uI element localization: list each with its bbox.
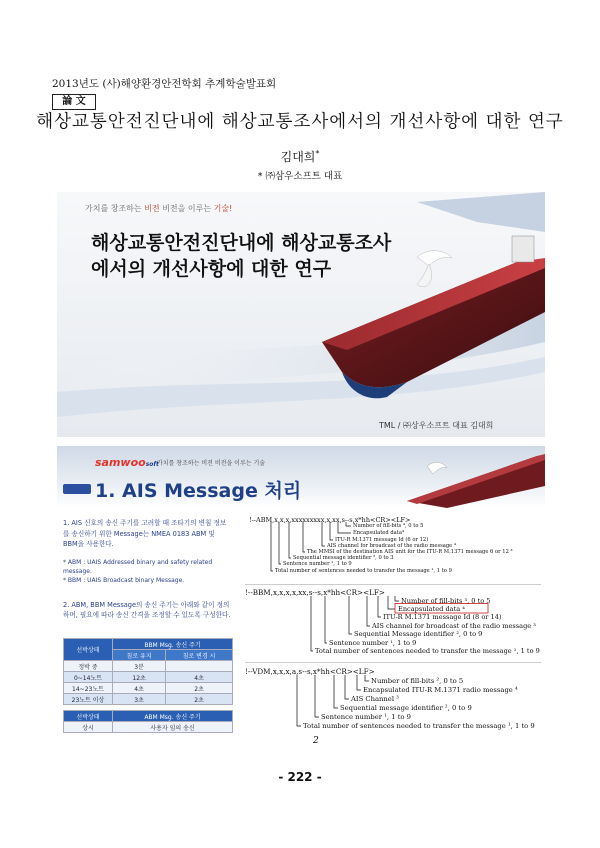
abm-field: Sentence number ¹, 1 to 9 (283, 561, 352, 567)
abm-field: Encapsulated data⁴ (353, 530, 404, 536)
slide-heading: 1. AIS Message 처리 (95, 480, 302, 502)
author-name: 김대희 (280, 150, 316, 164)
heading-bar-icon (63, 484, 91, 494)
bbm-sentence-block (245, 587, 541, 663)
bbm-field: Total number of sentences needed to transfer the message ¹, 1 to 9 (315, 647, 540, 655)
vdm-field: Total number of sentences needed to transfer the message ¹, 1 to 9 (303, 722, 535, 730)
abm-field: AIS channel for broadcast of the radio message ⁴ (327, 543, 456, 549)
bbm-field: Number of fill-bits ³, 0 to 5 (401, 597, 491, 605)
bbm-field: Sentence number ¹, 1 to 9 (329, 639, 417, 647)
table-row: 정박 중 3분 (64, 661, 233, 672)
table-row: 23노트 이상 3초 2초 (64, 694, 233, 705)
affiliation: * ㈜삼우소프트 대표 (257, 171, 343, 182)
ship-illustration (57, 192, 545, 437)
author-mark: * (315, 149, 320, 158)
table-row: 0~14노트 12초 4초 (64, 672, 233, 683)
header-ship-graphic (387, 446, 545, 508)
samwoo-logo: samwoosoft (95, 456, 159, 469)
paragraph-2: 2. ABM, BBM Message의 송신 주기는 아래와 같이 정의하며, 필요에 따라 송신 간격을 조정할 수 있도록 구성한다. (63, 601, 231, 619)
author (0, 148, 600, 165)
ais-message-slide (57, 446, 545, 742)
table-row: 상시 사용자 임의 송신 (64, 722, 233, 733)
bbm-field: Encapsulated data ⁴ (398, 605, 465, 613)
paper-title: 해상교통안전진단내에 해상교통조사에서의 개선사항에 대한 연구 (36, 112, 564, 132)
slide-title: 해상교통안전진단내에 해상교통조사 에서의 개선사항에 대한 연구 (91, 232, 392, 280)
abm-field: ITU-R M.1371 message Id (6 or 12) (335, 537, 429, 543)
abm-field: The MMSI of the destination AIS unit for the ITU-R M.1371 message 6 or 12 ³ (307, 549, 513, 555)
vdm-sentence-block (245, 666, 541, 738)
paragraph-1: 1. AIS 신호의 송신 주기를 고려할 때 조타기의 변침 정보를 송신하기 위한 Message는 NMEA 0183 ABM 및 BBM을 사용한다. (63, 519, 227, 548)
page-number: - 222 - (278, 770, 322, 784)
abm-field: Total number of sentences needed to transfer the message ¹, 1 to 9 (275, 568, 452, 574)
slide-slogan: 가치를 창조하는 비전 비전을 이루는 기술! (85, 204, 233, 213)
bbm-period-table: 선박상태 BBM Msg. 송신 주기 침로 유지 침로 변경 시 정박 중 3분 0~14노트 12초 4초 14~23노트 4초 2초 23노트 이상 3초 2초 (63, 638, 233, 705)
bbm-field: Sequential Message identifier ², 0 to 9 (354, 630, 483, 638)
title-slide (57, 192, 545, 437)
paper-type-tag: 論 文 (52, 94, 96, 110)
conference-name: 2013년도 (사)해양환경안전학회 추계학술발표회 (52, 78, 277, 90)
bbm-format: !--BBM,x,x,x,x,xx,s--s,x*hh<CR><LF> (245, 588, 385, 597)
vdm-field: Sequential message identifier ², 0 to 9 (340, 704, 472, 712)
bbm-field: AIS channel for broadcast of the radio message ³ (372, 622, 536, 630)
abm-period-table: 선박상태 ABM Msg. 송신 주기 상시 사용자 임의 송신 (63, 710, 233, 733)
abm-format: !--ABM,x,x,x,xxxxxxxxx,x,xx,s--s,x*hh<CR><LF> (249, 516, 411, 524)
slide-number: 2 (313, 736, 319, 746)
abm-sentence-block (245, 516, 541, 585)
vdm-field: Number of fill-bits ², 0 to 5 (371, 677, 464, 685)
abm-bbm-definitions: * ABM : UAIS Addressed binary and safety related message. * BBM : UAIS Broadcast binary Message. (63, 559, 213, 584)
abm-field: Sequential message identifier ², 0 to 3 (293, 555, 394, 561)
vdm-field: Sentence number ¹, 1 to 9 (321, 713, 411, 721)
bbm-field: ITU-R M.1371 message Id (8 or 14) (383, 613, 502, 621)
vdm-field: Encapsulated ITU-R M.1371 radio message ⁴ (363, 686, 518, 694)
table-row: 14~23노트 4초 2초 (64, 683, 233, 694)
abm-field: Number of fill-bits ⁴, 0 to 5 (353, 523, 424, 529)
vdm-field: AIS Channel ³ (351, 695, 399, 703)
vdm-format: !--VDM,x,x,x,a,s--s,x*hh<CR><LF> (245, 667, 375, 676)
slide-credit: TML / ㈜상우소프트 대표 김대희 (379, 421, 494, 430)
header-slogan: 가치를 창조하는 비전 비전을 이루는 기술 (157, 460, 266, 467)
